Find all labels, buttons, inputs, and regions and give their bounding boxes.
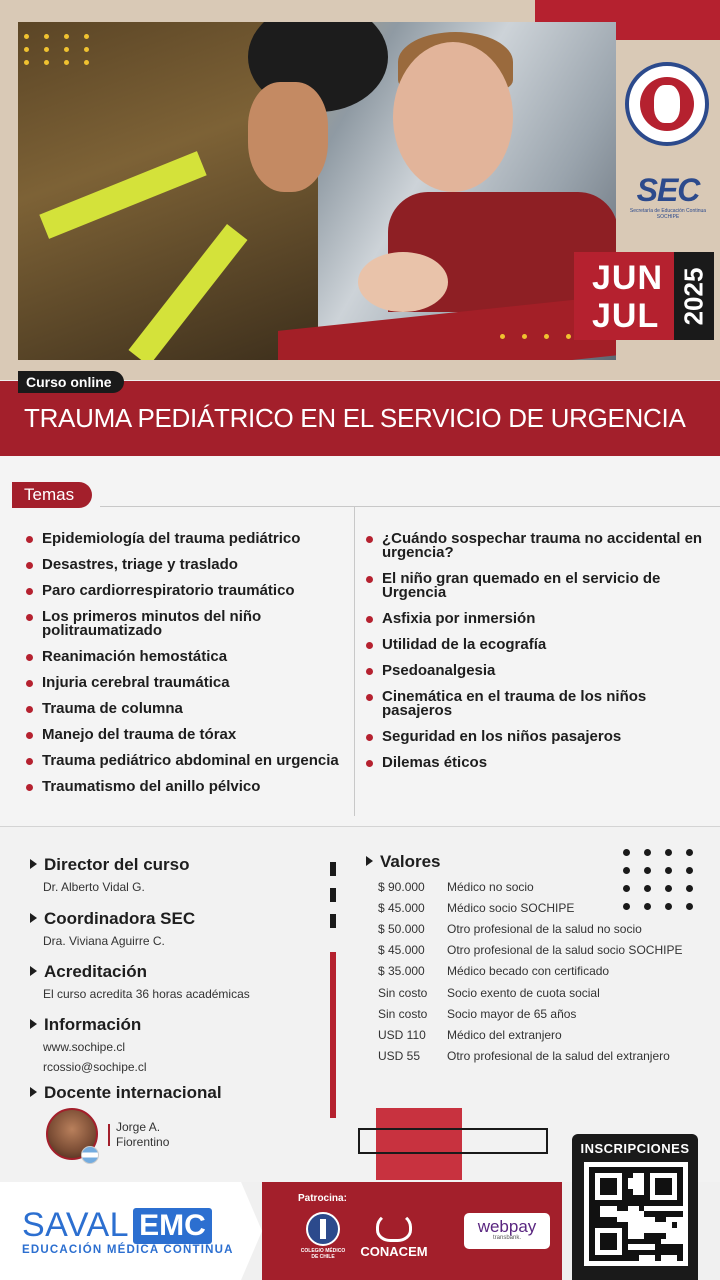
decorative-dots — [24, 34, 96, 65]
docente-name-last: Fiorentino — [116, 1135, 170, 1149]
month-end: JUL — [592, 297, 660, 335]
price: $ 50.000 — [378, 921, 425, 936]
table-row — [378, 918, 682, 939]
decorative-bar — [330, 862, 336, 876]
caduceus-icon — [306, 1212, 340, 1246]
divider — [108, 1124, 110, 1146]
sec-abbr: SEC — [636, 172, 700, 208]
price: $ 45.000 — [378, 943, 425, 958]
price-desc: Socio mayor de 65 años — [447, 1006, 577, 1021]
price: Sin costo — [378, 1006, 428, 1021]
decorative-bar — [330, 914, 336, 928]
sec-subtitle: Secretaría de Educación Continua SOCHIPE — [629, 208, 707, 220]
list-item: Psedoanalgesia — [366, 664, 706, 678]
colegio-medico-logo — [298, 1212, 348, 1260]
list-item: Manejo del trauma de tórax — [26, 728, 356, 742]
list-item: Asfixia por inmersión — [366, 612, 706, 626]
decorative-bar — [330, 952, 336, 1118]
list-item: Seguridad en los niños pasajeros — [366, 730, 706, 744]
webpay-logo — [464, 1213, 550, 1249]
coordinadora-label: Coordinadora SEC — [30, 909, 195, 929]
list-item: ¿Cuándo sospechar trauma no accidental en urgencia? — [366, 532, 706, 560]
qr-code-icon[interactable] — [584, 1162, 688, 1266]
date-months — [574, 252, 674, 340]
list-item: Cinemática en el trauma de los niños pasajeros — [366, 690, 706, 718]
saval-tagline: EDUCACIÓN MÉDICA CONTINUA — [22, 1244, 234, 1256]
list-item: Dilemas éticos — [366, 756, 706, 770]
price-desc: Médico becado con certificado — [447, 964, 610, 979]
acreditacion-block — [30, 962, 250, 1004]
table-row — [378, 961, 682, 982]
list-item: Traumatismo del anillo pélvico — [26, 780, 356, 794]
price-desc: Médico no socio — [447, 879, 534, 894]
coordinadora-value: Dra. Viviana Aguirre C. — [43, 934, 165, 948]
inscripciones-label: INSCRIPCIONES — [580, 1141, 690, 1156]
table-row — [378, 1046, 682, 1067]
valores-block — [366, 852, 441, 872]
header-photo — [18, 22, 616, 360]
docente-name-first: Jorge A. — [116, 1120, 161, 1134]
emc-wordmark: EMC — [133, 1208, 212, 1244]
list-item: Paro cardiorrespiratorio traumático — [26, 584, 356, 598]
price-desc: Otro profesional de la salud del extranjero — [447, 1049, 670, 1064]
conacem-mark-icon — [376, 1212, 412, 1242]
coordinadora-block — [30, 909, 195, 951]
list-item: Los primeros minutos del niño politraumatizado — [26, 610, 356, 638]
price-desc: Médico socio SOCHIPE — [447, 900, 575, 915]
informacion-label: Información — [30, 1015, 147, 1035]
saval-emc-logo — [22, 1206, 212, 1245]
acreditacion-label: Acreditación — [30, 962, 250, 982]
date-year — [674, 252, 714, 340]
table-row — [378, 1003, 682, 1024]
director-block — [30, 855, 190, 897]
course-type-tag: Curso online — [18, 371, 124, 393]
temas-label: Temas — [12, 482, 92, 508]
list-item: Utilidad de la ecografía — [366, 638, 706, 652]
price: $ 90.000 — [378, 879, 425, 894]
valores-label: Valores — [366, 852, 441, 872]
list-item: Trauma de columna — [26, 702, 356, 716]
table-row — [378, 940, 682, 961]
decorative-bar — [330, 888, 336, 902]
price: USD 110 — [378, 1027, 426, 1042]
list-item: Reanimación hemostática — [26, 650, 356, 664]
month-start: JUN — [592, 259, 664, 297]
price: USD 55 — [378, 1049, 421, 1064]
list-item: Trauma pediátrico abdominal en urgencia — [26, 754, 356, 768]
docente-block — [30, 1083, 222, 1103]
transbank-label: transbank. — [492, 1235, 522, 1241]
webpay-wordmark: webpay — [477, 1217, 537, 1236]
sec-logo — [628, 172, 708, 220]
conacem-logo — [356, 1212, 432, 1259]
decorative-outline — [358, 1128, 548, 1154]
list-item: Injuria cerebral traumática — [26, 676, 356, 690]
informacion-block — [30, 1015, 147, 1077]
website-link[interactable]: www.sochipe.cl — [43, 1040, 126, 1054]
course-title: TRAUMA PEDIÁTRICO EN EL SERVICIO DE URGENCIA — [24, 403, 686, 433]
director-label: Director del curso — [30, 855, 190, 875]
price-desc: Otro profesional de la salud socio SOCHIPE — [447, 943, 683, 958]
price: Sin costo — [378, 985, 428, 1000]
table-row — [378, 1024, 682, 1045]
temas-list-right — [366, 532, 706, 782]
sochipe-seal-icon — [625, 62, 709, 146]
conacem-label: CONACEM — [360, 1244, 428, 1259]
email-link[interactable]: rcossio@sochipe.cl — [43, 1060, 147, 1074]
list-item: Desastres, triage y traslado — [26, 558, 356, 572]
temas-list-left — [26, 532, 356, 806]
divider — [100, 506, 720, 507]
list-item: Epidemiología del trauma pediátrico — [26, 532, 356, 546]
docente-label: Docente internacional — [30, 1083, 222, 1103]
table-row — [378, 982, 682, 1003]
acreditacion-value: El curso acredita 36 horas académicas — [43, 987, 250, 1001]
director-value: Dr. Alberto Vidal G. — [43, 880, 145, 894]
sponsor-label: Patrocina: — [298, 1193, 347, 1204]
saval-wordmark: SAVAL — [22, 1206, 130, 1244]
decorative-dots — [623, 849, 707, 910]
colegio-label: COLEGIO MÉDICO DE CHILE — [300, 1248, 346, 1260]
decorative-dots — [500, 334, 580, 339]
year-label: 2025 — [678, 267, 709, 325]
docente-name — [116, 1120, 169, 1150]
price-desc: Socio exento de cuota social — [447, 985, 600, 1000]
price-desc: Médico del extranjero — [447, 1027, 562, 1042]
price: $ 45.000 — [378, 900, 425, 915]
price: $ 35.000 — [378, 964, 425, 979]
list-item: El niño gran quemado en el servicio de Urgencia — [366, 572, 706, 600]
argentina-flag-icon — [81, 1146, 99, 1164]
price-desc: Otro profesional de la salud no socio — [447, 921, 642, 936]
